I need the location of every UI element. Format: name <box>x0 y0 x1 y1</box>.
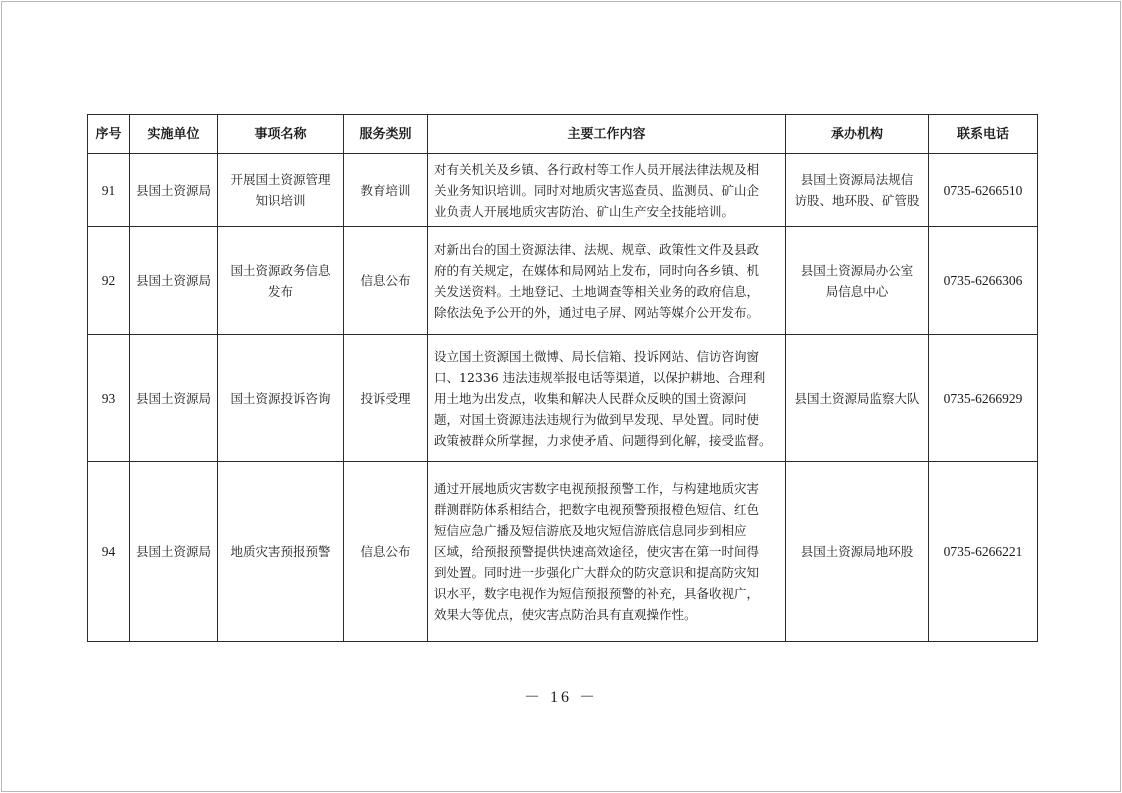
content-line: 群测群防体系相结合，把数字电视预警预报橙色短信、红色 <box>434 502 760 517</box>
row-name-line: 国土资源政务信息 <box>230 262 331 278</box>
content-line: 用土地为出发点，收集和解决人民群众反映的国土资源问 <box>434 390 747 406</box>
header-unit: 实施单位 <box>130 115 218 154</box>
content-line: 业负责人开展地质灾害防治、矿山生产安全技能培训。 <box>434 203 735 219</box>
content-line: 区域，给预报预警提供快速高效途径，使灾害在第一时间得 <box>434 544 760 559</box>
header-phone: 联系电话 <box>929 115 1038 154</box>
row-unit: 县国土资源局 <box>130 227 218 335</box>
row-name <box>218 154 344 227</box>
row-org-line: 县国土资源局办公室 <box>800 262 914 278</box>
content-line: 口、12336 违法违规举报电话等渠道，以保护耕地、合理利 <box>434 369 766 385</box>
row-org-line: 局信息中心 <box>825 283 889 299</box>
content-line: 关业务知识培训。同时对地质灾害巡查员、监测员、矿山企 <box>434 182 760 198</box>
row-name-line: 知识培训 <box>255 193 306 208</box>
row-phone: 0735-6266510 <box>929 154 1038 227</box>
row-index: 91 <box>88 154 130 227</box>
row-org-line: 县国土资源局地环股 <box>800 544 914 559</box>
row-org-line: 县国土资源局法规信 <box>800 172 914 187</box>
row-index: 93 <box>88 335 130 462</box>
content-line: 效果大等优点，使灾害点防治具有直观操作性。 <box>434 607 697 622</box>
table-row <box>88 335 1038 462</box>
content-line: 对新出台的国土资源法律、法规、规章、政策性文件及县政 <box>434 241 760 257</box>
row-category: 信息公布 <box>344 227 428 335</box>
table-row <box>88 462 1038 642</box>
content-line: 识水平，数字电视作为短信预报预警的补充，具备收视广， <box>434 586 760 601</box>
row-org <box>786 462 929 642</box>
header-row <box>88 115 1038 154</box>
row-name <box>218 227 344 335</box>
row-unit: 县国土资源局 <box>130 462 218 642</box>
content-line: 关发送资料。土地登记、土地调查等相关业务的政府信息， <box>434 283 760 299</box>
content-line: 题，对国土资源违法违规行为做到早发现、早处置。同时使 <box>434 411 760 427</box>
row-content <box>428 462 786 642</box>
row-org <box>786 335 929 462</box>
row-name-line: 国土资源投诉咨询 <box>230 390 331 406</box>
row-phone: 0735-6266221 <box>929 462 1038 642</box>
table-row <box>88 154 1038 227</box>
row-name-line: 地质灾害预报预警 <box>230 544 331 559</box>
row-org-line: 县国土资源局监察大队 <box>794 390 920 406</box>
row-category: 信息公布 <box>344 462 428 642</box>
row-unit: 县国土资源局 <box>130 335 218 462</box>
header-category: 服务类别 <box>344 115 428 154</box>
row-name <box>218 335 344 462</box>
row-name-line: 开展国土资源管理 <box>230 172 331 187</box>
content-line: 到处置。同时进一步强化广大群众的防灾意识和提高防灾知 <box>434 565 760 580</box>
row-org <box>786 227 929 335</box>
service-table <box>87 114 1038 642</box>
row-org <box>786 154 929 227</box>
page-number: － 16 － <box>523 689 598 706</box>
row-org-line: 访股、地环股、矿管股 <box>794 193 920 208</box>
row-unit: 县国土资源局 <box>130 154 218 227</box>
row-category: 投诉受理 <box>344 335 428 462</box>
row-content <box>428 335 786 462</box>
row-category: 教育培训 <box>344 154 428 227</box>
content-line: 除依法免予公开的外，通过电子屏、网站等媒介公开发布。 <box>434 304 760 320</box>
content-line: 短信应急广播及短信游底及地灾短信游底信息同步到相应 <box>434 523 747 538</box>
table-row <box>88 227 1038 335</box>
content-line: 设立国土资源国土微博、局长信箱、投诉网站、信访咨询窗 <box>434 348 760 364</box>
content-line: 通过开展地质灾害数字电视预报预警工作，与构建地质灾害 <box>434 481 760 496</box>
header-org: 承办机构 <box>786 115 929 154</box>
row-phone: 0735-6266929 <box>929 335 1038 462</box>
row-name <box>218 462 344 642</box>
header-index: 序号 <box>88 115 130 154</box>
header-content: 主要工作内容 <box>428 115 786 154</box>
row-name-line: 发布 <box>267 283 293 299</box>
content-line: 对有关机关及乡镇、各行政村等工作人员开展法律法规及相 <box>434 161 760 177</box>
content-line: 府的有关规定，在媒体和局网站上发布，同时向各乡镇、机 <box>434 262 760 278</box>
row-index: 94 <box>88 462 130 642</box>
row-index: 92 <box>88 227 130 335</box>
row-phone: 0735-6266306 <box>929 227 1038 335</box>
content-line: 政策被群众所掌握，力求使矛盾、问题得到化解，接受监督。 <box>434 432 772 448</box>
row-content <box>428 227 786 335</box>
header-name: 事项名称 <box>218 115 344 154</box>
row-content <box>428 154 786 227</box>
